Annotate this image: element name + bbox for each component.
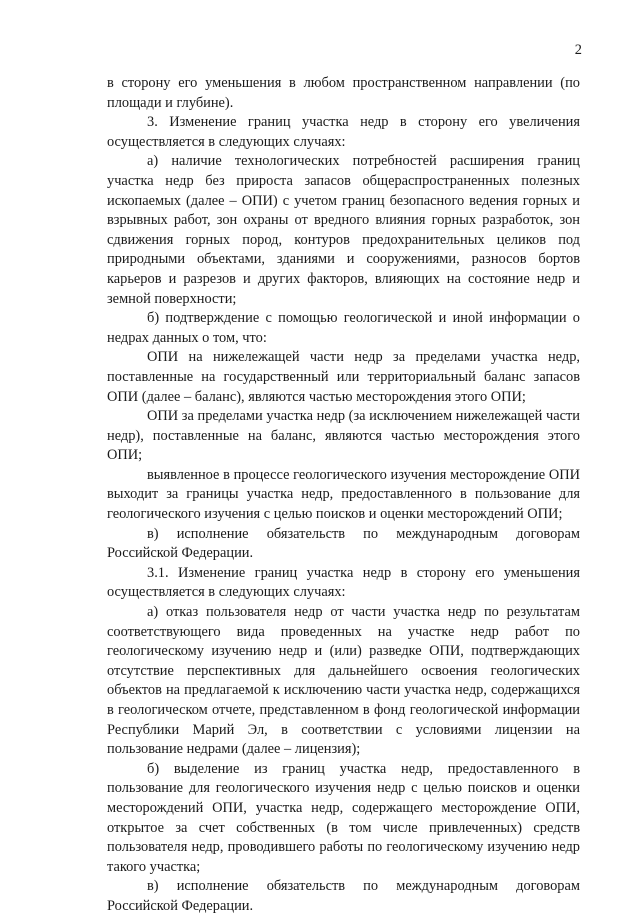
paragraph: 3. Изменение границ участка недр в сторону его увеличения осуществляется в следующих случаях: bbox=[107, 114, 580, 150]
paragraph: в) исполнение обязательств по международным договорам Российской Федерации. bbox=[107, 525, 580, 562]
document-body bbox=[107, 74, 580, 917]
paragraph: 3.1. Изменение границ участка недр в сторону его уменьшения осуществляется в следующих случаях: bbox=[107, 564, 580, 601]
paragraph: б) выделение из границ участка недр, предоставленного в пользование для геологического изучения недр с целью поисков и оценки месторождений ОПИ, участка недр, содержащего месторождение ОПИ, открытое за счет собственных (в том числе привлеченных) средств пользователя недр, проводившего работы по геологическому изучению недр такого участка; bbox=[107, 760, 580, 875]
page-number: 2 bbox=[574, 42, 582, 58]
paragraph: в сторону его уменьшения в любом пространственном направлении (по площади и глубине). bbox=[107, 75, 580, 111]
paragraph: в) исполнение обязательств по международным договорам Российской Федерации. bbox=[107, 878, 580, 914]
paragraph: ОПИ за пределами участка недр (за исключением нижележащей части недр), поставленные на баланс, являются частью месторождения этого ОПИ; bbox=[107, 408, 580, 464]
paragraph: выявленное в процессе геологического изучения месторождение ОПИ выходит за границы участка недр, предоставленного в пользование для геологического изучения с целью поисков и оценки месторождений ОПИ; bbox=[107, 466, 580, 523]
paragraph: ОПИ на нижележащей части недр за пределами участка недр, поставленные на государственный или территориальный баланс запасов ОПИ (далее – баланс), являются частью месторождения этого ОПИ; bbox=[107, 349, 580, 405]
paragraph: а) наличие технологических потребностей расширения границ участка недр без прироста запасов общераспространенных полезных ископаемых (далее – ОПИ) с учетом границ безопасного ведения горных и взрывных работ, зон охраны от вредного влияния горных разработок, зон сдвижения горных пород, контуров предохранительных целиков под природными объектами, зданиями и сооружениями, разносов бортов карьеров и разрезов и других факторов, влияющих на состояние недр и земной поверхности; bbox=[107, 153, 580, 307]
paragraph: б) подтверждение с помощью геологической и иной информации о недрах данных о том, что: bbox=[107, 310, 580, 346]
paragraph: а) отказ пользователя недр от части участка недр по результатам соответствующего вида проведенных на участке недр работ по геологическому изучению недр и (или) разведке ОПИ, подтверждающих отсутствие перспективных для дальнейшего освоения геологических объектов на предлагаемой к исключению части участка недр, содержащихся в геологическом отчете, представленном в фонд геологической информации Республики Марий Эл, в соответствии с условиями лицензии на пользование недрами (далее – лицензия); bbox=[107, 604, 580, 758]
